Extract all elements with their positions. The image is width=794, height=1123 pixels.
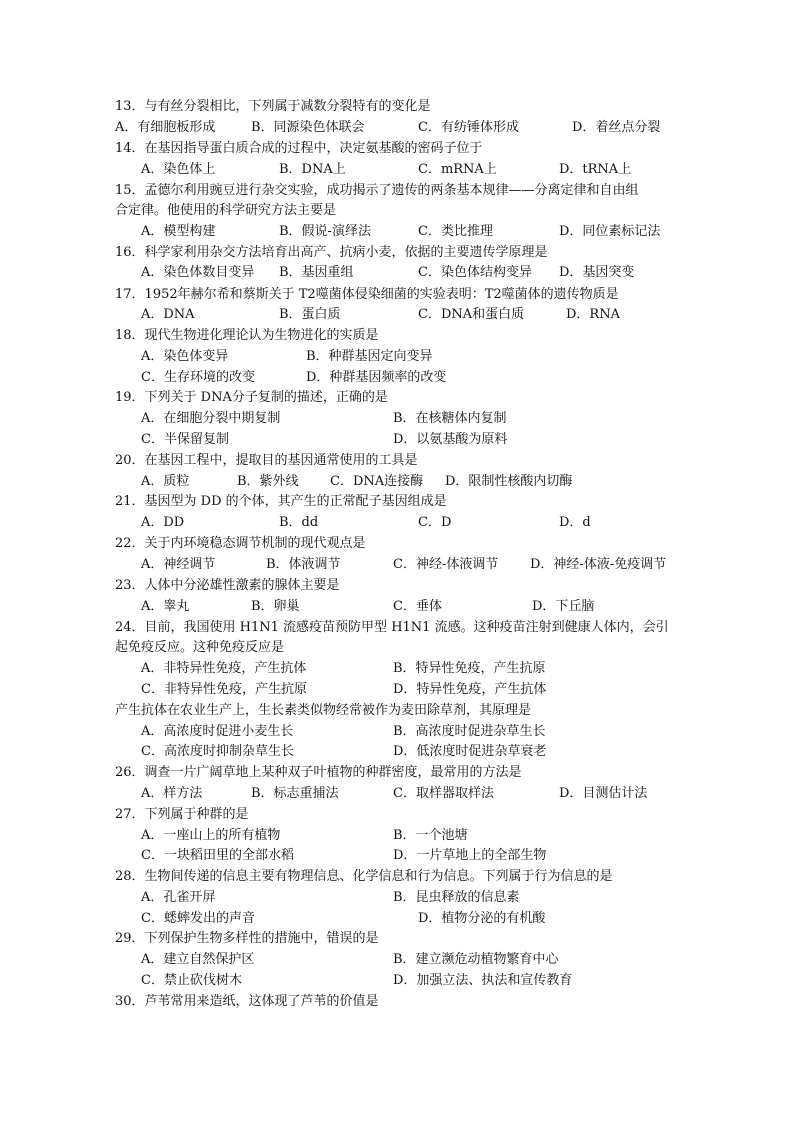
question-25-option-d: D．低浓度时促进杂草衰老: [393, 744, 547, 759]
question-18-option-d: D．种群基因频率的改变: [306, 370, 447, 385]
question-22-stem: 22．关于内环境稳态调节机制的现代观点是: [115, 536, 366, 551]
question-28-option-a: A．孔雀开屏: [141, 890, 216, 905]
question-29-option-a: A．建立自然保护区: [141, 952, 255, 967]
question-21-stem: 21．基因型为 DD 的个体，其产生的正常配子基因组成是: [115, 494, 447, 509]
question-15-option-c: C．类比推理: [418, 224, 493, 239]
question-19-option-d: D．以氨基酸为原料: [393, 432, 508, 447]
question-23-option-c: C．垂体: [393, 599, 442, 614]
question-28-option-b: B．昆虫释放的信息素: [393, 890, 520, 905]
question-23-option-b: B．卵巢: [251, 599, 300, 614]
question-15-option-b: B．假说-演绎法: [279, 224, 371, 239]
question-24-stem-line2: 起免疫反应。这种免疫反应是: [115, 640, 285, 655]
question-29-stem: 29．下列保护生物多样性的措施中，错误的是: [115, 931, 379, 946]
question-18-option-c: C．生存环境的改变: [141, 370, 255, 385]
question-13-stem: 13．与有丝分裂相比，下列属于减数分裂特有的变化是: [115, 99, 431, 114]
question-25-option-c: C．高浓度时抑制杂草生长: [141, 744, 294, 759]
question-16-stem: 16．科学家利用杂交方法培育出高产、抗病小麦，依据的主要遗传学原理是: [115, 245, 548, 260]
question-16-option-c: C．染色体结构变异: [418, 265, 532, 280]
question-13-option-c: C．有纺锤体形成: [418, 120, 519, 135]
question-19-stem: 19．下列关于 DNA分子复制的描述，正确的是: [115, 390, 388, 405]
question-13-option-d: D．着丝点分裂: [572, 120, 661, 135]
question-28-option-c: C．蟋蟀发出的声音: [141, 911, 255, 926]
question-21-option-a: A．DD: [141, 515, 185, 530]
question-21-option-b: B．dd: [279, 515, 319, 530]
question-14-stem: 14．在基因指导蛋白质合成的过程中，决定氨基酸的密码子位于: [115, 141, 483, 156]
question-29-option-b: B．建立濒危动植物繁育中心: [393, 952, 559, 967]
question-26-option-a: A．样方法: [141, 786, 203, 801]
question-14-option-b: B．DNA上: [279, 162, 346, 177]
question-16-option-d: D．基因突变: [559, 265, 635, 280]
question-20-option-b: B．紫外线: [237, 474, 299, 489]
question-27-option-c: C．一块稻田里的全部水稻: [141, 848, 294, 863]
question-15-option-a: A．模型构建: [141, 224, 216, 239]
question-13-option-a: A．有细胞板形成: [115, 120, 216, 135]
question-26-option-c: C．取样器取样法: [393, 786, 494, 801]
question-24-option-a: A．非特异性免疫，产生抗体: [141, 661, 307, 676]
question-20-option-d: D．限制性核酸内切酶: [445, 474, 573, 489]
question-22-option-a: A．神经调节: [141, 557, 216, 572]
question-26-option-b: B．标志重捕法: [251, 786, 339, 801]
question-27-option-b: B．一个池塘: [393, 828, 468, 843]
question-20-option-c: C．DNA连接酶: [330, 474, 424, 489]
question-25-option-a: A．高浓度时促进小麦生长: [141, 724, 294, 739]
question-19-option-c: C．半保留复制: [141, 432, 229, 447]
question-26-option-d: D．目测估计法: [559, 786, 648, 801]
question-28-stem: 28．生物间传递的信息主要有物理信息、化学信息和行为信息。下列属于行为信息的是: [115, 869, 613, 884]
question-25-stem: 产生抗体在农业生产上，生长素类似物经常被作为麦田除草剂，其原理是: [115, 703, 532, 718]
question-24-option-d: D．特异性免疫，产生抗体: [393, 682, 547, 697]
question-22-option-b: B．体液调节: [266, 557, 341, 572]
question-30-stem: 30．芦苇常用来造纸，这体现了芦苇的价值是: [115, 994, 379, 1009]
question-24-option-c: C．非特异性免疫，产生抗原: [141, 682, 307, 697]
question-21-option-d: D．d: [559, 515, 591, 530]
question-23-option-d: D．下丘脑: [532, 599, 595, 614]
question-19-option-a: A．在细胞分裂中期复制: [141, 411, 281, 426]
question-15-option-d: D．同位素标记法: [559, 224, 661, 239]
question-20-option-a: A．质粒: [141, 474, 190, 489]
question-23-option-a: A．睾丸: [141, 599, 190, 614]
question-29-option-d: D．加强立法、执法和宣传教育: [393, 973, 573, 988]
question-27-option-a: A．一座山上的所有植物: [141, 828, 281, 843]
question-18-option-a: A．染色体变异: [141, 349, 229, 364]
question-14-option-c: C．mRNA上: [418, 162, 497, 177]
question-16-option-a: A．染色体数目变异: [141, 265, 255, 280]
question-18-option-b: B．种群基因定向变异: [306, 349, 433, 364]
question-24-stem-line1: 24．目前，我国使用 H1N1 流感疫苗预防甲型 H1N1 流感。这种疫苗注射到健康人体内，会引: [115, 620, 669, 635]
question-21-option-c: C．D: [418, 515, 452, 530]
question-26-stem: 26．调查一片广阔草地上某种双子叶植物的种群密度，最常用的方法是: [115, 765, 522, 780]
question-24-option-b: B．特异性免疫，产生抗原: [393, 661, 546, 676]
question-17-option-a: A．DNA: [141, 307, 195, 322]
question-27-option-d: D．一片草地上的全部生物: [393, 848, 547, 863]
question-25-option-b: B．高浓度时促进杂草生长: [393, 724, 546, 739]
question-22-option-c: C．神经-体液调节: [393, 557, 499, 572]
question-16-option-b: B．基因重组: [279, 265, 354, 280]
question-17-option-d: D．RNA: [566, 307, 620, 322]
question-14-option-d: D．tRNA上: [559, 162, 632, 177]
question-20-stem: 20．在基因工程中，提取目的基因通常使用的工具是: [115, 453, 418, 468]
question-27-stem: 27．下列属于种群的是: [115, 807, 249, 822]
question-17-option-b: B．蛋白质: [279, 307, 341, 322]
question-15-stem-line2: 合定律。他使用的科学研究方法主要是: [115, 203, 337, 218]
question-29-option-c: C．禁止砍伐树木: [141, 973, 242, 988]
question-28-option-d: D．植物分泌的有机酸: [418, 911, 546, 926]
question-13-option-b: B．同源染色体联会: [251, 120, 365, 135]
question-15-stem-line1: 15．孟德尔利用豌豆进行杂交实验，成功揭示了遗传的两条基本规律——分离定律和自由组: [115, 183, 639, 198]
question-14-option-a: A．染色体上: [141, 162, 216, 177]
question-19-option-b: B．在核糖体内复制: [393, 411, 507, 426]
question-17-stem: 17．1952年赫尔希和蔡斯关于 T2噬菌体侵染细菌的实验表明：T2噬菌体的遗传物质是: [115, 287, 619, 302]
question-18-stem: 18．现代生物进化理论认为生物进化的实质是: [115, 328, 379, 343]
question-23-stem: 23．人体中分泌雄性激素的腺体主要是: [115, 578, 340, 593]
question-22-option-d: D．神经-体液-免疫调节: [530, 557, 667, 572]
question-17-option-c: C．DNA和蛋白质: [418, 307, 525, 322]
